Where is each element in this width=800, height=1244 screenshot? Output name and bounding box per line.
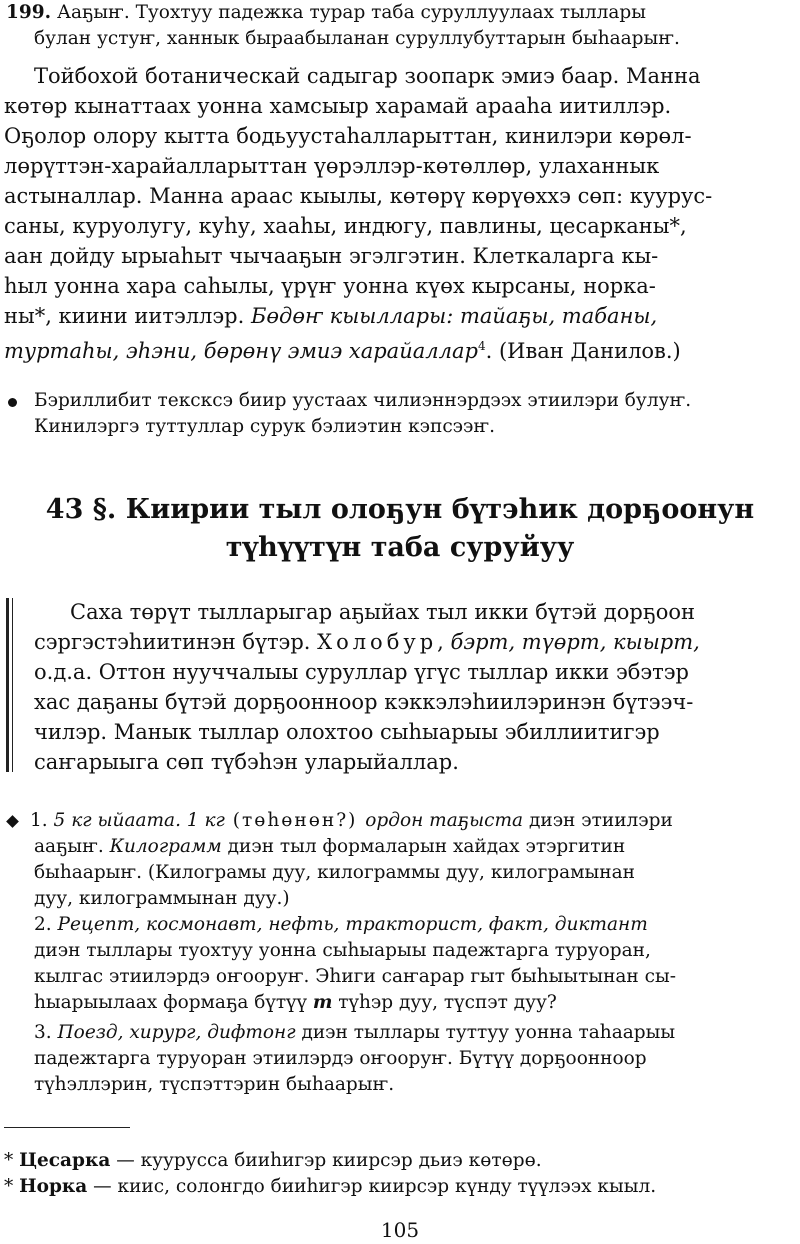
exercise-199-line-1: 199. Ааҕыҥ. Туохтуу падежка турар таба суруллуулаах тыллары xyxy=(6,2,646,23)
exercise-part2-line-2: диэн тыллары туохтуу уонна сыһыарыы падежтарга туруоран, xyxy=(34,940,651,961)
exercise-part3-line-3: түһэллэрин, түспэттэрин быһаарыҥ. xyxy=(34,1074,395,1095)
text-line-9: ны*, киини иитэллэр. Бөдөҥ кыыллары: тайаҕы, табаны, xyxy=(4,304,658,328)
section-title-line-1: 43 §. Киирии тыл олоҕун бүтэһик дорҕоонун xyxy=(45,494,755,525)
text-line-4: лөрүттэн-харайалларыттан үөрэллэр-көтөллөр, улаханнык xyxy=(4,154,660,178)
exercise-part2-line-1: 2. Рецепт, космонавт, нефть, тракторист, факт, диктант xyxy=(34,914,648,935)
footnote-divider xyxy=(4,1127,130,1128)
exercise-number: 199. xyxy=(6,2,52,23)
text-line-8: һыл уонна хара саһылы, үрүҥ уонна күөх кырсаны, норка- xyxy=(4,274,656,298)
section-title-line-2: түһүүтүн таба суруйуу xyxy=(225,532,575,563)
exercise-199-line-2: булан устуҥ, ханнык быраабыланан суруллубуттарын быһаарыҥ. xyxy=(34,28,680,49)
rule-line-1: Саха төрүт тылларыгар аҕыйах тыл икки бүтэй дорҕоон xyxy=(70,600,695,624)
bullet-icon xyxy=(8,398,17,407)
exercise-part1-line-1: 1. 5 кг ыйаата. 1 кг (төһөнөн?) ордон таҕыста диэн этиилэри xyxy=(30,810,673,831)
diamond-icon xyxy=(6,815,19,828)
rule-line-4: хас даҕаны бүтэй дорҕоонноор кэккэлэһиилэринэн бүтээч- xyxy=(34,690,694,714)
task-line-2: Кинилэргэ туттуллар сурук бэлиэтин кэпсээҥ. xyxy=(34,416,496,437)
text-line-3: Оҕолор олору кытта бодьуустаһалларыттан, кинилэри көрөл- xyxy=(4,124,692,148)
text-line-1: Тойбохой ботаническай садыгар зоопарк эмиэ баар. Манна xyxy=(34,64,701,88)
text-line-10: туртаһы, эһэни, бөрөнү эмиэ харайаллар$^4$. (Иван Данилов.) xyxy=(4,339,681,363)
page-number: 105 xyxy=(380,1218,420,1242)
rule-line-6: саҥарыыга сөп түбэһэн уларыйаллар. xyxy=(34,750,459,774)
exercise-part3-line-1: 3. Поезд, хирург, дифтонг диэн тыллары туттуу уонна таһаарыы xyxy=(34,1022,676,1043)
rule-line-3: о.д.а. Оттон нууччалыы суруллар үгүс тыллар икки эбэтэр xyxy=(34,660,689,684)
task-line-1: Бэриллибит тексксэ биир уустаах чилиэннэрдээх этиилэри булуҥ. xyxy=(34,390,692,411)
exercise-part2-line-4: һыарыылаах формаҕа бүтүү т түһэр дуу, түспэт дуу? xyxy=(34,992,557,1013)
rule-vertical-bar xyxy=(6,598,9,772)
text-line-7: аан дойду ырыаһыт чычааҕын эгэлгэтин. Клеткаларга кы- xyxy=(4,244,659,268)
rule-line-5: чилэр. Манык тыллар олохтоо сыһыарыы эбиллиитигэр xyxy=(34,720,660,744)
exercise-part2-line-3: кылгас этиилэрдэ оҥооруҥ. Эһиги саҥарар гыт быһыытынан сы- xyxy=(34,966,676,987)
text-line-6: саны, куруолугу, куһу, хааһы, индюгу, павлины, цесарканы*, xyxy=(4,214,687,238)
text-line-5: астыналлар. Манна араас кыылы, көтөрү көрүөххэ сөп: куурус- xyxy=(4,184,713,208)
text-line-2: көтөр кынаттаах уонна хамсыыр харамай арааһа иитиллэр. xyxy=(4,94,672,118)
footnote-1: * Цесарка — куурусса бииһигэр киирсэр дьиэ көтөрө. xyxy=(4,1150,542,1171)
exercise-part1-line-2: ааҕыҥ. Килограмм диэн тыл формаларын хайдах этэргитин xyxy=(34,836,626,857)
exercise-part1-line-3: быһаарыҥ. (Килограмы дуу, килограммы дуу, килограмынан xyxy=(34,862,635,883)
exercise-part1-line-4: дуу, килограммынан дуу.) xyxy=(34,888,290,909)
footnote-2: * Норка — киис, солонгдо бииһигэр киирсэр күнду түүлээх кыыл. xyxy=(4,1176,657,1197)
rule-vertical-bar-thin xyxy=(12,598,13,772)
rule-line-2: сэргэстэһиитинэн бүтэр. Холобур, бэрт, түөрт, кыырт, xyxy=(34,630,700,654)
exercise-part3-line-2: падежтарга туруоран этиилэрдэ оҥооруҥ. Бүтүү дорҕоонноор xyxy=(34,1048,647,1069)
